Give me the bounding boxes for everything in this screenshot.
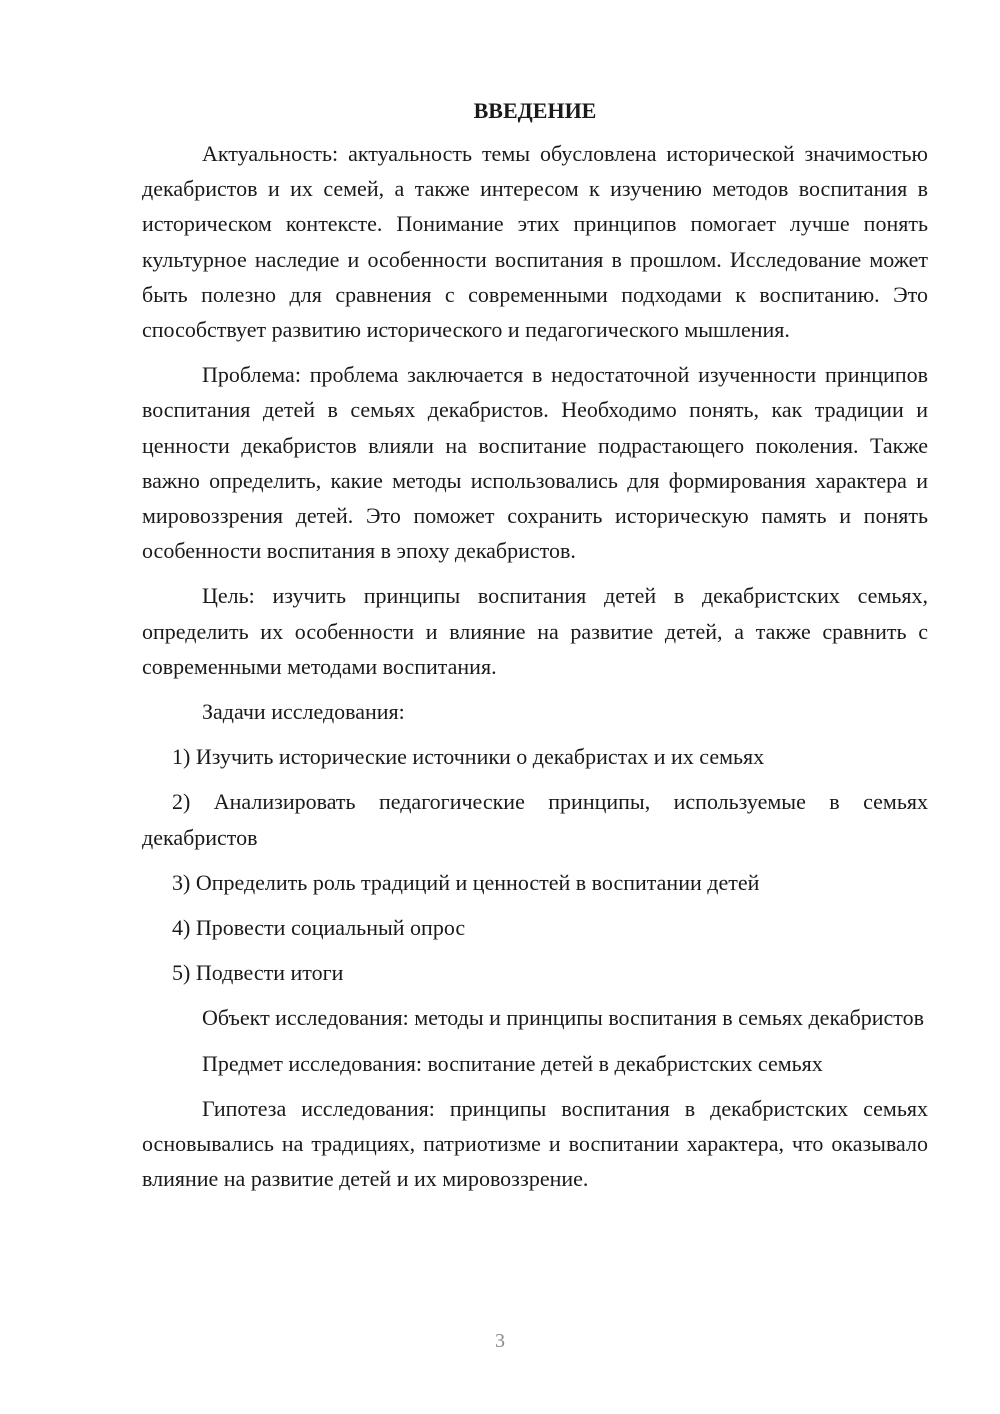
problem-paragraph: Проблема: проблема заключается в недостаточной изученности принципов воспитания детей в семьях декабристов. Необходимо понять, как традиции и ценности декабристов влияли на воспитание подрастающего поколения. Также важно определить, какие методы использовались для формирования характера и мировоззрения детей. Это поможет сохранить историческую память и понять особенности воспитания в эпоху декабристов. bbox=[142, 362, 928, 564]
task-item: 1) Изучить исторические источники о декабристах и их семьях bbox=[172, 744, 765, 770]
task-item: 5) Подвести итоги bbox=[172, 960, 344, 986]
task-item: 4) Провести социальный опрос bbox=[172, 915, 466, 941]
subject-paragraph: Предмет исследования: воспитание детей в декабристских семьях bbox=[202, 1050, 823, 1076]
relevance-paragraph: Актуальность: актуальность темы обусловлена исторической значимостью декабристов и их семей, а также интересом к изучению методов воспитания в историческом контексте. Понимание этих принципов помогает лучше понять культурное наследие и особенности воспитания в прошлом. Исследование может быть полезно для сравнения с современными подходами к воспитанию. Это способствует развитию исторического и педагогического мышления. bbox=[142, 141, 928, 343]
tasks-title: Задачи исследования: bbox=[202, 699, 405, 725]
page-number: 3 bbox=[495, 1330, 505, 1352]
task-item: 2) Анализировать педагогические принципы, используемые в семьях декабристов bbox=[142, 789, 928, 850]
section-heading: ВВЕДЕНИЕ bbox=[473, 98, 597, 123]
object-paragraph: Объект исследования: методы и принципы воспитания в семьях декабристов bbox=[202, 1005, 925, 1031]
document-page bbox=[142, 94, 928, 1206]
hypothesis-paragraph: Гипотеза исследования: принципы воспитания в декабристских семьях основывались на традициях, патриотизме и воспитании характера, что оказывало влияние на развитие детей и их мировоззрение. bbox=[142, 1095, 928, 1192]
goal-paragraph: Цель: изучить принципы воспитания детей в декабристских семьях, определить их особенности и влияние на развитие детей, а также сравнить с современными методами воспитания. bbox=[142, 583, 928, 679]
task-item: 3) Определить роль традиций и ценностей в воспитании детей bbox=[172, 869, 760, 895]
